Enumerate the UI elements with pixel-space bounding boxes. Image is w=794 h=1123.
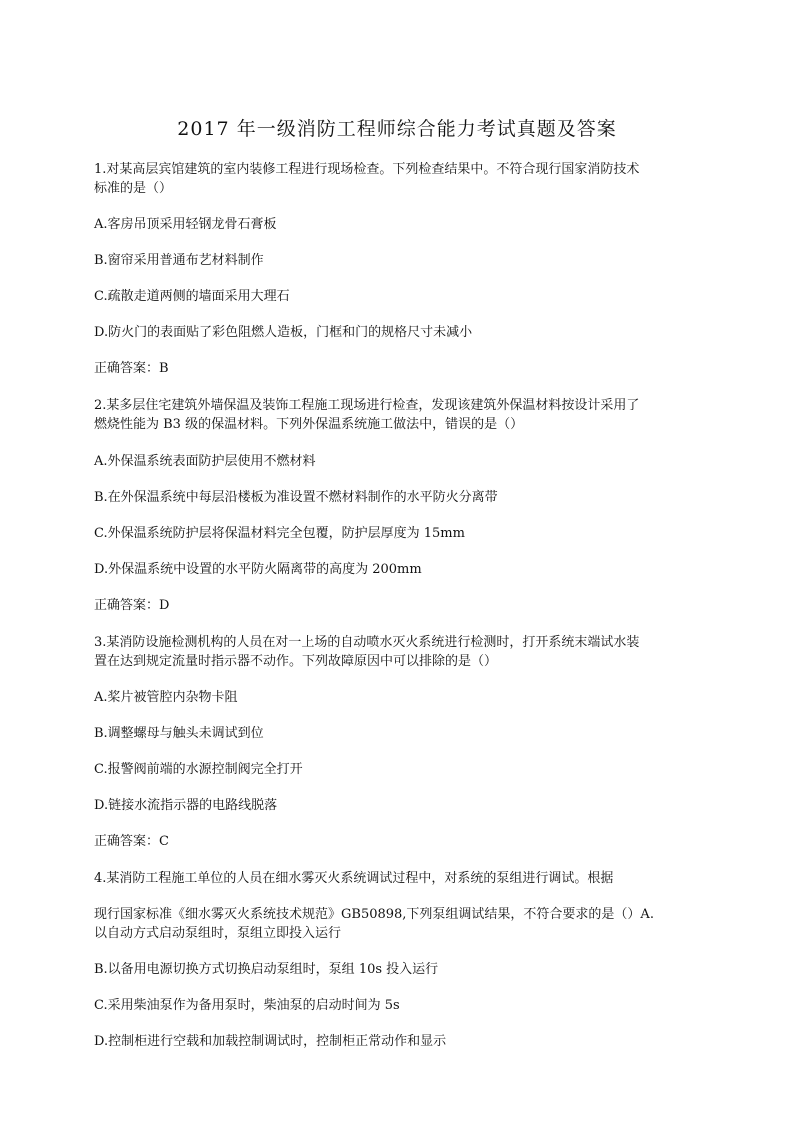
question-4-option-b: B.以备用电源切换方式切换启动泵组时，泵组 10s 投入运行	[94, 962, 439, 977]
question-4-stem-line-3: 以自动方式启动泵组时，泵组立即投入运行	[94, 926, 342, 941]
question-4-stem-line-2: 现行国家标准《细水雾灭火系统技术规范》GB50898,下列泵组调试结果，不符合要求的是（）A.	[94, 907, 654, 922]
question-3-stem-line-1: 3.某消防设施检测机构的人员在对一上场的自动喷水灭火系统进行检测时，打开系统末端试水装	[94, 635, 640, 650]
question-1-stem-line-1: 1.对某高层宾馆建筑的室内装修工程进行现场检查。下列检查结果中。不符合现行国家消防技术	[94, 162, 640, 177]
question-3-option-a: A.桨片被管腔内杂物卡阻	[94, 690, 238, 705]
question-2-option-b: B.在外保温系统中每层沿楼板为准设置不燃材料制作的水平防火分离带	[94, 490, 498, 505]
question-2-option-d: D.外保温系统中设置的水平防火隔离带的高度为 200mm	[94, 562, 422, 577]
question-4-stem-line-1: 4.某消防工程施工单位的人员在细水雾灭火系统调试过程中，对系统的泵组进行调试。根据	[94, 871, 614, 886]
question-3-stem	[94, 633, 704, 671]
question-3-option-b: B.调整螺母与触头未调试到位	[94, 726, 264, 741]
question-3-stem-line-2: 置在达到规定流量时指示器不动作。下列故障原因中可以排除的是（）	[94, 654, 498, 669]
question-2-stem-line-2: 燃烧性能为 B3 级的保温材料。下列外保温系统施工做法中，错误的是（）	[94, 417, 524, 432]
question-3-option-c: C.报警阀前端的水源控制阀完全打开	[94, 762, 303, 777]
question-2-stem-line-1: 2.某多层住宅建筑外墙保温及装饰工程施工现场进行检查，发现该建筑外保温材料按设计采用了	[94, 398, 640, 413]
question-1-stem-line-2: 标准的是（）	[94, 181, 173, 196]
question-2-stem	[94, 396, 704, 434]
document-title: 2017 年一级消防工程师综合能力考试真题及答案	[177, 118, 617, 140]
question-1-option-b: B.窗帘采用普通布艺材料制作	[94, 253, 264, 268]
question-4-stem-continued	[94, 905, 704, 943]
question-1-stem	[94, 160, 704, 198]
question-3-option-d: D.链接水流指示器的电路线脱落	[94, 798, 278, 813]
question-1-option-a: A.客房吊顶采用轻钢龙骨石膏板	[94, 217, 277, 232]
question-4-option-c: C.采用柴油泵作为备用泵时，柴油泵的启动时间为 5s	[94, 998, 400, 1013]
question-1-answer: 正确答案：B	[94, 361, 169, 376]
question-2-answer: 正确答案：D	[94, 598, 170, 613]
question-4-option-d: D.控制柜进行空载和加载控制调试时，控制柜正常动作和显示	[94, 1034, 447, 1049]
question-2-option-c: C.外保温系统防护层将保温材料完全包覆，防护层厚度为 15mm	[94, 526, 465, 541]
question-1-option-d: D.防火门的表面贴了彩色阻燃人造板，门框和门的规格尺寸未减小	[94, 325, 473, 340]
question-3-answer: 正确答案：C	[94, 834, 169, 849]
question-2-option-a: A.外保温系统表面防护层使用不燃材料	[94, 454, 316, 469]
question-1-option-c: C.疏散走道两侧的墙面采用大理石	[94, 289, 290, 304]
